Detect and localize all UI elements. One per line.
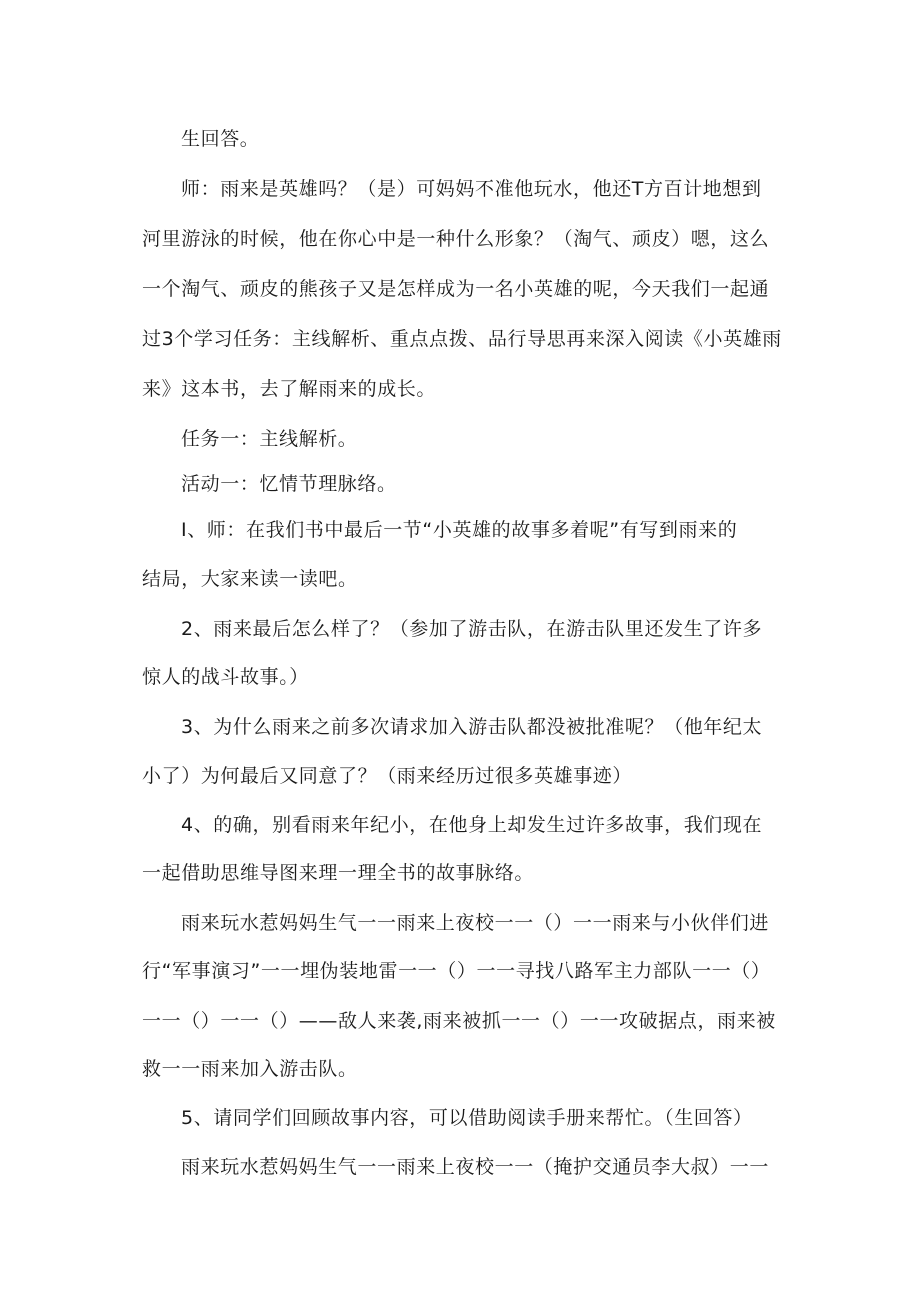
paragraph-line: 救一一雨来加入游击队。 [142, 1058, 358, 1080]
paragraph-line: 来》这本书，去了解雨来的成长。 [142, 378, 437, 400]
paragraph-line: 生回答。 [181, 128, 260, 150]
paragraph-line: 一个淘气、顽皮的熊孩子又是怎样成为一名小英雄的呢，今天我们一起通 [142, 278, 770, 300]
paragraph-line: 一一（）一一（）——敌人来袭,雨来被抓一一（）一一攻破据点，雨来被 [142, 1010, 776, 1032]
paragraph-line: 4、的确，别看雨来年纪小，在他身上却发生过许多故事，我们现在 [181, 814, 763, 836]
paragraph-line: 雨来玩水惹妈妈生气一一雨来上夜校一一（）一一雨来与小伙伴们进 [181, 912, 770, 934]
paragraph-line: 行“军事演习”一一埋伪装地雷一一（）一一寻找八路军主力部队一一（） [142, 960, 771, 982]
paragraph-line: 2、雨来最后怎么样了？（参加了游击队，在游击队里还发生了许多 [181, 618, 763, 640]
paragraph-line: 河里游泳的时候，他在你心中是一种什么形象？（淘气、顽皮）嗯，这么 [142, 228, 770, 250]
paragraph-line: 师：雨来是英雄吗？（是）可妈妈不准他玩水，他还T方百计地想到 [181, 178, 762, 200]
paragraph-line: 过3个学习任务：主线解析、重点点拨、品行导思再来深入阅读《小英雄雨 [142, 328, 782, 350]
paragraph-line: 惊人的战斗故事。） [142, 666, 309, 688]
activity-heading: 活动一：忆情节理脉络。 [181, 473, 397, 495]
paragraph-line: 一起借助思维导图来理一理全书的故事脉络。 [142, 862, 535, 884]
paragraph-line: 5、请同学们回顾故事内容，可以借助阅读手册来帮忙。（生回答） [181, 1107, 753, 1129]
paragraph-line: I、师：在我们书中最后一节“小英雄的故事多着呢”有写到雨来的 [181, 519, 738, 541]
paragraph-line: 3、为什么雨来之前多次请求加入游击队都没被批准呢？（他年纪太 [181, 716, 763, 738]
section-heading: 任务一：主线解析。 [181, 428, 358, 450]
paragraph-line: 小了）为何最后又同意了？（雨来经历过很多英雄事迹） [142, 765, 633, 787]
paragraph-line: 雨来玩水惹妈妈生气一一雨来上夜校一一（掩护交通员李大叔）一一 [181, 1156, 770, 1178]
paragraph-line: 结局，大家来读一读吧。 [142, 568, 358, 590]
